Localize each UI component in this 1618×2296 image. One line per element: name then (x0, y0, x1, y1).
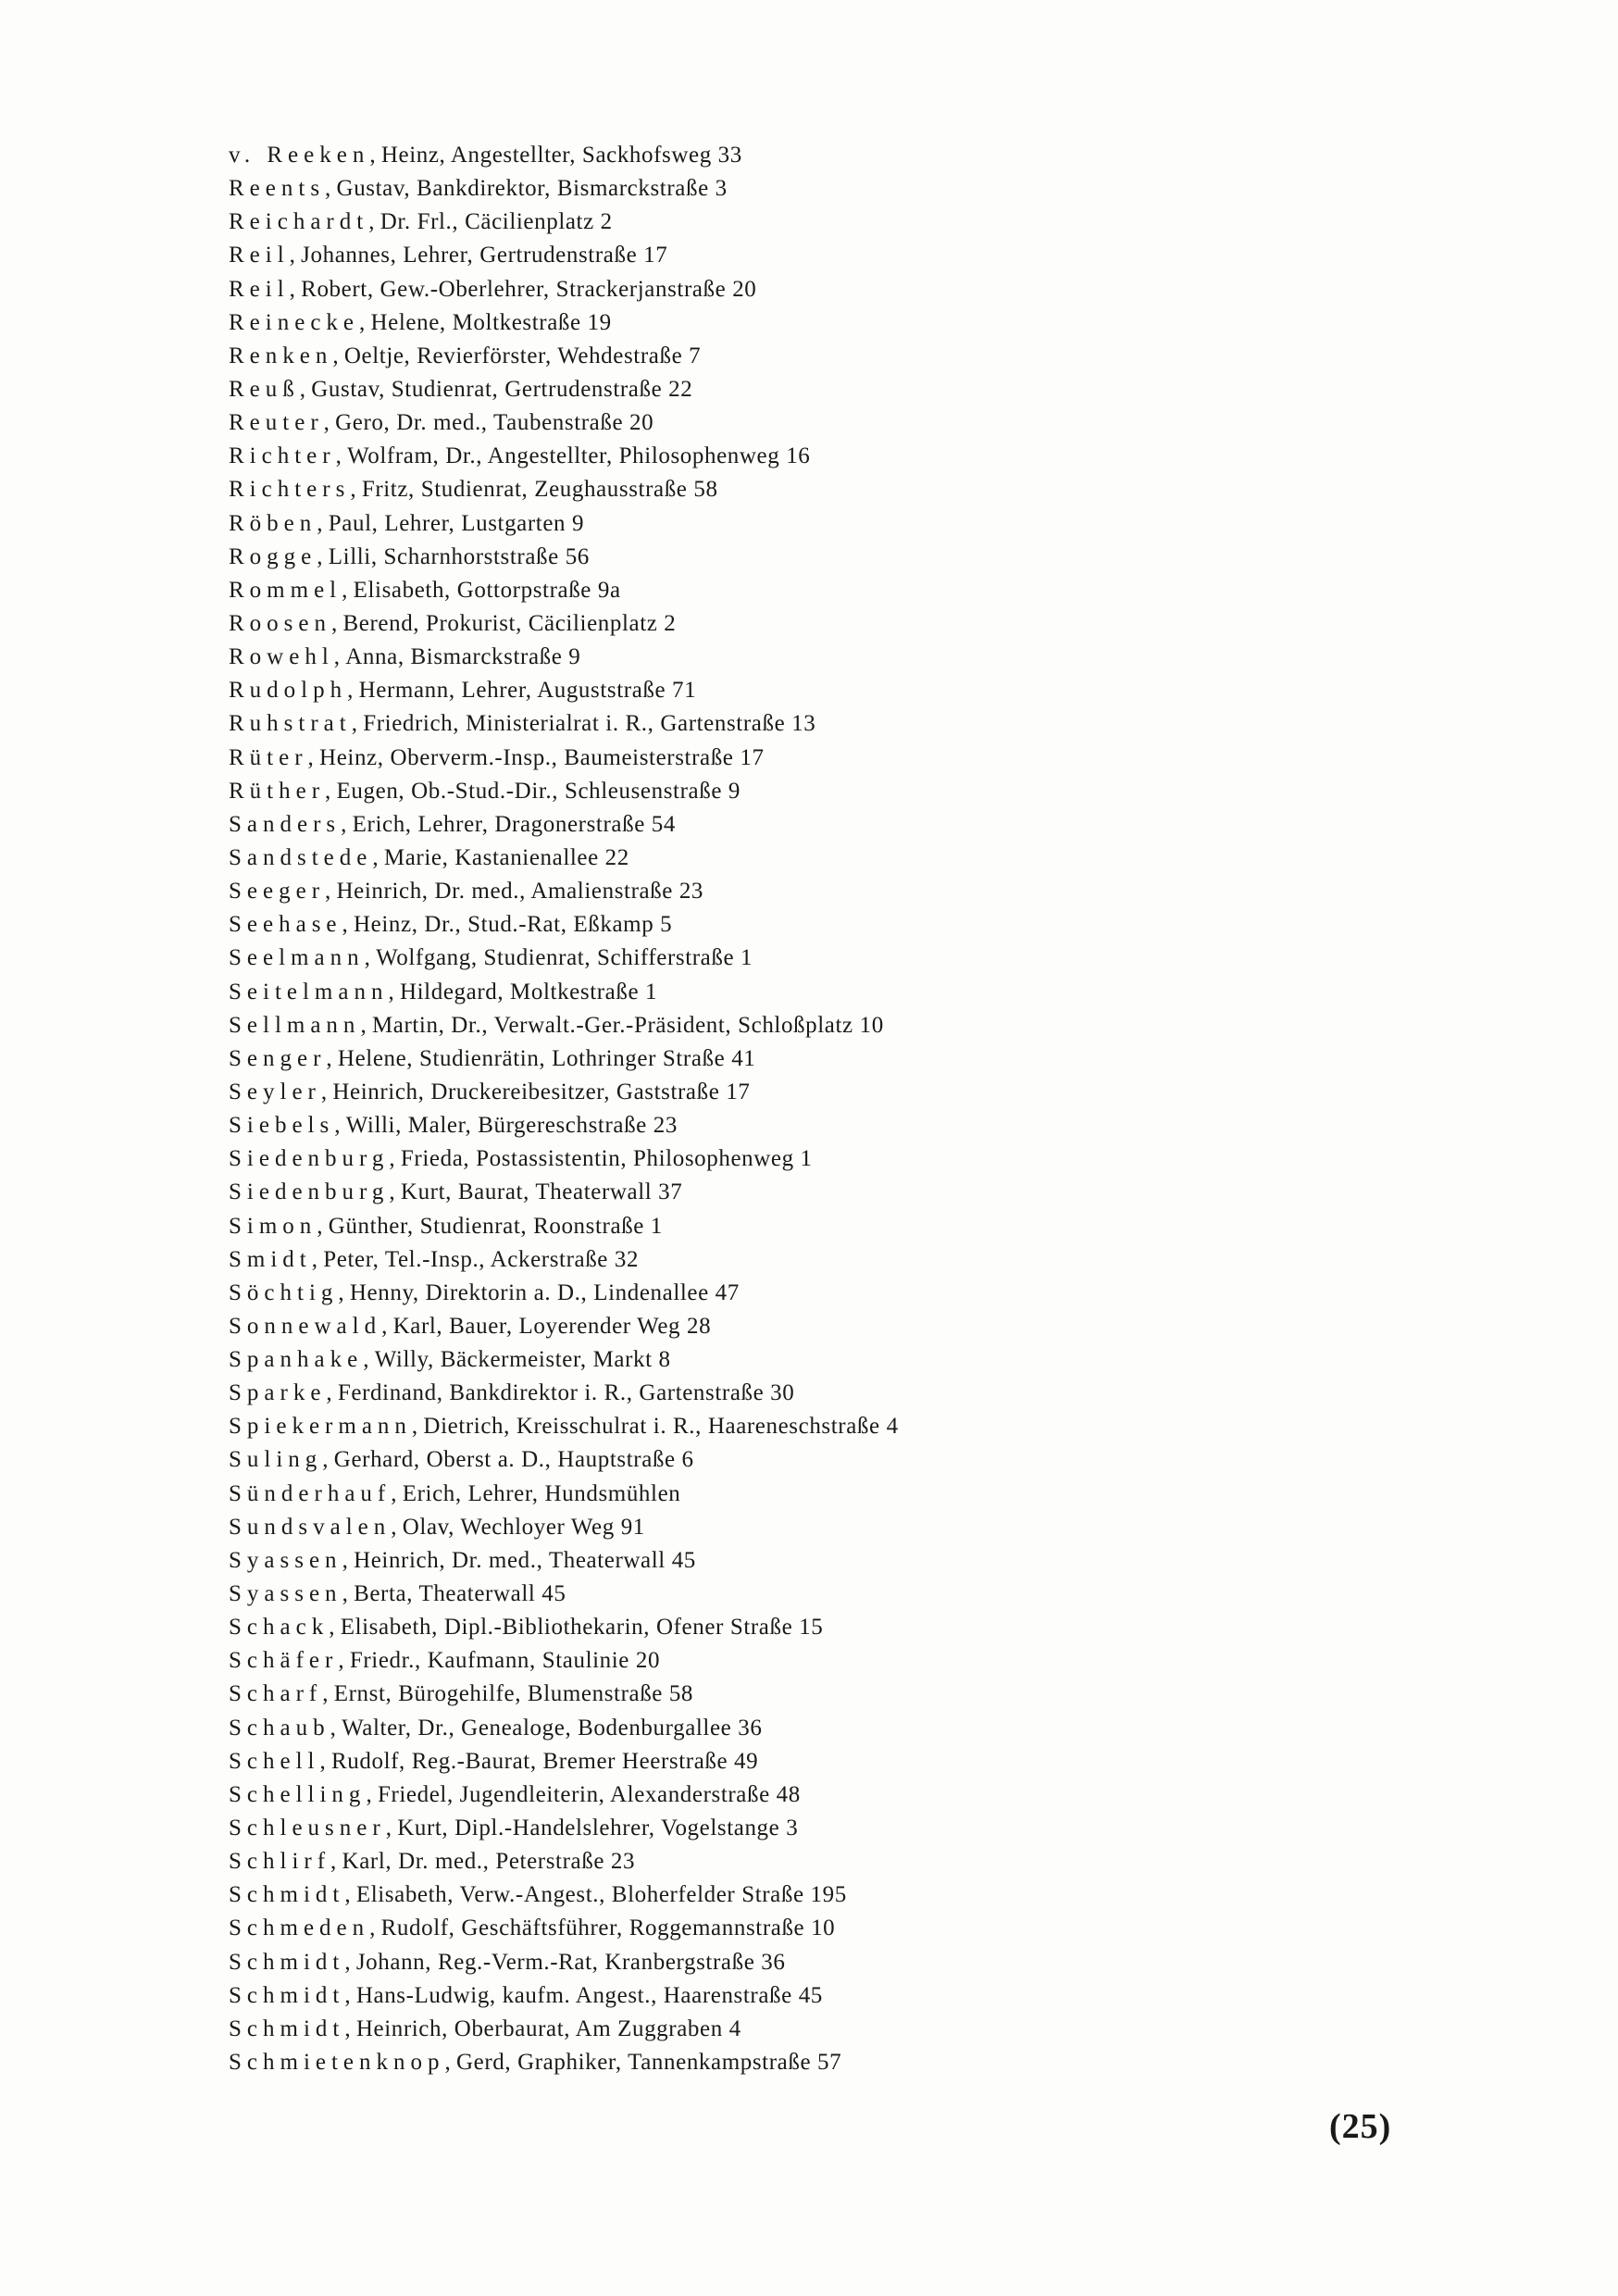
directory-entry (229, 1109, 1543, 1142)
entry-details: Lilli, Scharnhorststraße 56 (328, 543, 590, 569)
directory-entry (229, 172, 1543, 206)
entry-surname: Schell (229, 1748, 320, 1774)
directory-entry (229, 1443, 1543, 1477)
directory-entry (229, 1812, 1543, 1845)
entry-surname: Syassen (229, 1581, 342, 1607)
entry-details: Fritz, Studienrat, Zeughausstraße 58 (361, 477, 718, 503)
entry-surname: Seyler (229, 1079, 321, 1104)
entry-details: Gerhard, Oberst a. D., Hauptstraße 6 (333, 1447, 694, 1473)
directory-entry (229, 1377, 1543, 1410)
entry-separator: , (372, 844, 384, 870)
entry-surname: Schack (229, 1615, 330, 1641)
directory-entry (229, 1142, 1543, 1176)
entry-details: Elisabeth, Dipl.-Bibliothekarin, Ofener Straße 15 (340, 1615, 824, 1641)
directory-entry (229, 1678, 1543, 1711)
directory-entry (229, 507, 1543, 541)
entry-surname: Spanhake (229, 1347, 364, 1373)
directory-entry (229, 1878, 1543, 1912)
directory-entry (229, 406, 1543, 440)
directory-entry (229, 808, 1543, 842)
entry-details: Robert, Gew.-Oberlehrer, Strackerjanstraße 20 (301, 276, 757, 302)
entry-details: Berta, Theaterwall 45 (354, 1581, 566, 1607)
directory-entry (229, 976, 1543, 1009)
entry-details: Heinrich, Dr. med., Theaterwall 45 (354, 1547, 696, 1573)
entry-surname: Spiekermann (229, 1414, 412, 1440)
entry-separator: , (330, 1849, 342, 1875)
entry-details: Eugen, Ob.-Stud.-Dir., Schleusenstraße 9 (336, 778, 741, 804)
entry-separator: , (350, 477, 362, 503)
directory-entry (229, 1778, 1543, 1812)
entry-separator: , (322, 1681, 334, 1707)
directory-entry (229, 674, 1543, 707)
directory-entry (229, 1243, 1543, 1277)
entry-details: Gerd, Graphiker, Tannenkampstraße 57 (456, 2050, 842, 2076)
entry-separator: , (289, 276, 302, 302)
entry-separator: , (338, 1279, 350, 1305)
entry-surname: Rommel (229, 577, 342, 603)
entry-separator: , (330, 1715, 342, 1741)
directory-entry (229, 1210, 1543, 1243)
entry-surname: Reil (229, 276, 290, 302)
entry-details: Heinrich, Dr. med., Amalienstraße 23 (336, 879, 704, 905)
directory-entry (229, 2046, 1543, 2079)
entry-details: Berend, Prokurist, Cäcilienplatz 2 (342, 610, 677, 636)
entry-details: Paul, Lehrer, Lustgarten 9 (328, 510, 585, 536)
entry-surname: Reuter (229, 410, 324, 436)
directory-entry (229, 1544, 1543, 1578)
entry-separator: , (388, 979, 400, 1004)
entry-separator: , (391, 1514, 403, 1540)
entry-surname: Sanders (229, 811, 342, 837)
entry-details: Heinrich, Druckereibesitzer, Gaststraße 17 (332, 1079, 751, 1104)
entry-separator: , (342, 1547, 355, 1573)
entry-details: Dietrich, Kreisschulrat i. R., Haareneschstraße 4 (423, 1414, 899, 1440)
entry-separator: , (335, 443, 348, 469)
directory-list (229, 139, 1543, 2079)
directory-entry (229, 340, 1543, 373)
entry-surname: Röben (229, 510, 317, 536)
entry-surname: Schelling (229, 1781, 367, 1807)
directory-entry (229, 1946, 1543, 1979)
entry-details: Karl, Bauer, Loyerender Weg 28 (392, 1313, 712, 1339)
entry-separator: , (342, 577, 354, 603)
entry-separator: , (325, 778, 337, 804)
entry-separator: , (334, 1113, 346, 1139)
entry-separator: , (364, 945, 377, 971)
entry-separator: , (341, 811, 353, 837)
entry-surname: Schmidt (229, 2015, 345, 2041)
entry-details: Erich, Lehrer, Dragonerstraße 54 (352, 811, 676, 837)
entry-surname: Schmidt (229, 1949, 345, 1975)
directory-entry (229, 1076, 1543, 1109)
entry-surname: Siedenburg (229, 1179, 390, 1205)
directory-entry (229, 942, 1543, 975)
entry-separator: , (331, 610, 343, 636)
entry-details: Johannes, Lehrer, Gertrudenstraße 17 (301, 243, 668, 268)
entry-surname: Seelmann (229, 945, 365, 971)
directory-entry (229, 206, 1543, 239)
entry-surname: Schmidt (229, 1882, 345, 1908)
directory-entry (229, 1912, 1543, 1945)
entry-details: Friedrich, Ministerialrat i. R., Gartenstraße 13 (363, 711, 816, 737)
entry-surname: Smidt (229, 1246, 312, 1272)
entry-separator: , (369, 1915, 381, 1941)
entry-surname: Renken (229, 343, 333, 368)
entry-surname: Senger (229, 1045, 327, 1071)
entry-separator: , (351, 711, 364, 737)
entry-surname: Söchtig (229, 1279, 339, 1305)
entry-separator: , (369, 143, 381, 168)
entry-surname: Seitelmann (229, 979, 389, 1004)
directory-entry (229, 908, 1543, 942)
entry-separator: , (344, 1982, 356, 2008)
entry-separator: , (322, 1447, 334, 1473)
entry-details: Helene, Studienrätin, Lothringer Straße 41 (337, 1045, 756, 1071)
directory-entry (229, 875, 1543, 908)
directory-entry (229, 641, 1543, 674)
entry-surname: Schaub (229, 1715, 330, 1741)
entry-separator: , (344, 1949, 356, 1975)
entry-separator: , (320, 1079, 333, 1104)
directory-entry (229, 1343, 1543, 1377)
entry-details: Johann, Reg.-Verm.-Rat, Kranbergstraße 36 (355, 1949, 786, 1975)
entry-separator: , (359, 309, 371, 335)
directory-entry (229, 440, 1543, 473)
entry-surname: Rüther (229, 778, 326, 804)
entry-surname: Sandstede (229, 844, 373, 870)
entry-separator: , (411, 1414, 424, 1440)
entry-surname: Richter (229, 443, 336, 469)
entry-surname: Ruhstrat (229, 711, 352, 737)
entry-surname: Reil (229, 243, 290, 268)
entry-separator: , (347, 678, 359, 704)
entry-details: Wolfgang, Studienrat, Schifferstraße 1 (376, 945, 753, 971)
entry-separator: , (317, 1213, 329, 1239)
entry-separator: , (326, 1380, 338, 1406)
entry-surname: Rüter (229, 744, 308, 770)
page-number: (25) (1329, 2107, 1392, 2146)
entry-separator: , (342, 1581, 355, 1607)
entry-separator: , (325, 879, 337, 905)
directory-entry (229, 273, 1543, 306)
entry-surname: Reuß (229, 376, 300, 402)
directory-entry (229, 1042, 1543, 1076)
entry-details: Gustav, Studienrat, Gertrudenstraße 22 (311, 376, 693, 402)
entry-surname: Siebels (229, 1113, 335, 1139)
entry-surname: Schäfer (229, 1648, 339, 1674)
entry-separator: , (319, 1748, 331, 1774)
entry-surname: Seehase (229, 912, 342, 938)
entry-separator: , (323, 410, 336, 436)
entry-details: Gustav, Bankdirektor, Bismarckstraße 3 (336, 176, 728, 202)
entry-separator: , (363, 1347, 375, 1373)
directory-entry (229, 1511, 1543, 1544)
entry-surname: Siedenburg (229, 1146, 390, 1172)
entry-details: Elisabeth, Verw.-Angest., Bloherfelder Straße 195 (355, 1882, 847, 1908)
directory-entry (229, 1478, 1543, 1511)
entry-separator: , (391, 1480, 403, 1506)
entry-details: Ernst, Bürogehilfe, Blumenstraße 58 (333, 1681, 694, 1707)
entry-details: Helene, Moltkestraße 19 (370, 309, 612, 335)
entry-surname: Roosen (229, 610, 331, 636)
entry-separator: , (389, 1146, 401, 1172)
entry-surname: Seeger (229, 879, 326, 905)
entry-separator: , (342, 912, 355, 938)
directory-entry (229, 574, 1543, 607)
directory-entry (229, 373, 1543, 406)
entry-details: Olav, Wechloyer Weg 91 (402, 1514, 645, 1540)
entry-surname: Reichardt (229, 209, 369, 235)
entry-details: Heinz, Oberverm.-Insp., Baumeisterstraße 17 (319, 744, 765, 770)
entry-details: Rudolf, Reg.-Baurat, Bremer Heerstraße 49 (331, 1748, 759, 1774)
entry-separator: , (332, 343, 344, 368)
entry-separator: , (360, 1012, 372, 1038)
entry-separator: , (344, 2015, 356, 2041)
entry-details: Willi, Maler, Bürgereschstraße 23 (345, 1113, 678, 1139)
entry-separator: , (317, 543, 329, 569)
directory-entry (229, 1410, 1543, 1443)
entry-details: Friedr., Kaufmann, Staulinie 20 (349, 1648, 661, 1674)
entry-details: Willy, Bäckermeister, Markt 8 (374, 1347, 671, 1373)
entry-separator: , (311, 1246, 324, 1272)
entry-details: Rudolf, Geschäftsführer, Roggemannstraße 10 (380, 1915, 836, 1941)
directory-entry (229, 1310, 1543, 1343)
entry-surname: Richters (229, 477, 351, 503)
entry-separator: , (307, 744, 320, 770)
entry-surname: Schleusner (229, 1816, 386, 1841)
entry-surname: Suling (229, 1447, 323, 1473)
directory-entry (229, 1845, 1543, 1878)
directory-entry (229, 742, 1543, 775)
entry-separator: , (344, 1882, 356, 1908)
entry-details: Hermann, Lehrer, Auguststraße 71 (358, 678, 697, 704)
entry-details: Dr. Frl., Cäcilienplatz 2 (380, 209, 613, 235)
entry-surname: Sonnewald (229, 1313, 382, 1339)
entry-separator: , (326, 1045, 338, 1071)
entry-surname: Rogge (229, 543, 317, 569)
entry-surname: Sparke (229, 1380, 327, 1406)
entry-details: Hildegard, Moltkestraße 1 (399, 979, 658, 1004)
directory-entry (229, 1712, 1543, 1745)
entry-separator: , (317, 510, 329, 536)
directory-entry (229, 139, 1543, 172)
entry-surname: Sundsvalen (229, 1514, 392, 1540)
entry-details: Henny, Direktorin a. D., Lindenallee 47 (349, 1279, 740, 1305)
entry-details: Frieda, Postassistentin, Philosophenweg 1 (400, 1146, 813, 1172)
entry-separator: , (385, 1816, 398, 1841)
entry-details: Gero, Dr. med., Taubenstraße 20 (335, 410, 654, 436)
entry-surname: Schmietenknop (229, 2050, 445, 2076)
entry-details: Kurt, Dipl.-Handelslehrer, Vogelstange 3 (397, 1816, 799, 1841)
entry-separator: , (389, 1179, 401, 1205)
entry-surname: Reents (229, 176, 326, 202)
entry-surname: Sellmann (229, 1012, 361, 1038)
directory-entry (229, 1611, 1543, 1644)
entry-details: Martin, Dr., Verwalt.-Ger.-Präsident, Schloßplatz 10 (371, 1012, 884, 1038)
entry-details: Anna, Bismarckstraße 9 (345, 644, 581, 670)
entry-separator: , (338, 1648, 350, 1674)
entry-details: Peter, Tel.-Insp., Ackerstraße 32 (323, 1246, 640, 1272)
directory-entry (229, 1979, 1543, 2013)
entry-surname: Syassen (229, 1547, 342, 1573)
directory-entry (229, 239, 1543, 272)
entry-surname: Simon (229, 1213, 317, 1239)
directory-entry (229, 607, 1543, 641)
entry-details: Ferdinand, Bankdirektor i. R., Gartenstraße 30 (337, 1380, 795, 1406)
entry-details: Marie, Kastanienallee 22 (383, 844, 629, 870)
directory-entry (229, 541, 1543, 574)
entry-details: Heinrich, Oberbaurat, Am Zuggraben 4 (355, 2015, 741, 2041)
entry-details: Erich, Lehrer, Hundsmühlen (402, 1480, 681, 1506)
directory-entry (229, 473, 1543, 506)
entry-separator: , (381, 1313, 393, 1339)
entry-details: Heinz, Angestellter, Sackhofsweg 33 (380, 143, 742, 168)
directory-entry (229, 2013, 1543, 2046)
entry-surname: Rowehl (229, 644, 334, 670)
entry-details: Günther, Studienrat, Roonstraße 1 (328, 1213, 663, 1239)
entry-surname: Reinecke (229, 309, 360, 335)
directory-entry (229, 842, 1543, 875)
entry-separator: , (366, 1781, 378, 1807)
directory-entry (229, 1578, 1543, 1611)
entry-details: Elisabeth, Gottorpstraße 9a (353, 577, 621, 603)
directory-entry (229, 1176, 1543, 1209)
entry-separator: , (289, 243, 302, 268)
entry-details: Walter, Dr., Genealoge, Bodenburgallee 36 (342, 1715, 763, 1741)
entry-separator: , (329, 1615, 341, 1641)
entry-details: Heinz, Dr., Stud.-Rat, Eßkamp 5 (354, 912, 673, 938)
entry-details: Wolfram, Dr., Angestellter, Philosophenweg 16 (347, 443, 811, 469)
entry-separator: , (368, 209, 380, 235)
directory-entry (229, 1277, 1543, 1310)
entry-details: Karl, Dr. med., Peterstraße 23 (342, 1849, 636, 1875)
entry-surname: Scharf (229, 1681, 323, 1707)
directory-entry (229, 1009, 1543, 1042)
directory-entry (229, 707, 1543, 741)
entry-separator: , (299, 376, 312, 402)
entry-separator: , (333, 644, 346, 670)
entry-surname: Schlirf (229, 1849, 331, 1875)
entry-surname: Schmidt (229, 1982, 345, 2008)
entry-details: Oeltje, Revierförster, Wehdestraße 7 (343, 343, 702, 368)
entry-surname: Sünderhauf (229, 1480, 392, 1506)
entry-surname: v. Reeken (229, 143, 370, 168)
entry-separator: , (444, 2050, 457, 2076)
entry-surname: Schmeden (229, 1915, 370, 1941)
directory-entry (229, 1745, 1543, 1778)
directory-entry (229, 775, 1543, 808)
directory-entry (229, 306, 1543, 340)
entry-surname: Rudolph (229, 678, 348, 704)
entry-details: Friedel, Jugendleiterin, Alexanderstraße 48 (377, 1781, 801, 1807)
directory-entry (229, 1644, 1543, 1678)
entry-details: Hans-Ludwig, kaufm. Angest., Haarenstraße 45 (355, 1982, 823, 2008)
entry-details: Kurt, Baurat, Theaterwall 37 (400, 1179, 683, 1205)
entry-separator: , (325, 176, 337, 202)
